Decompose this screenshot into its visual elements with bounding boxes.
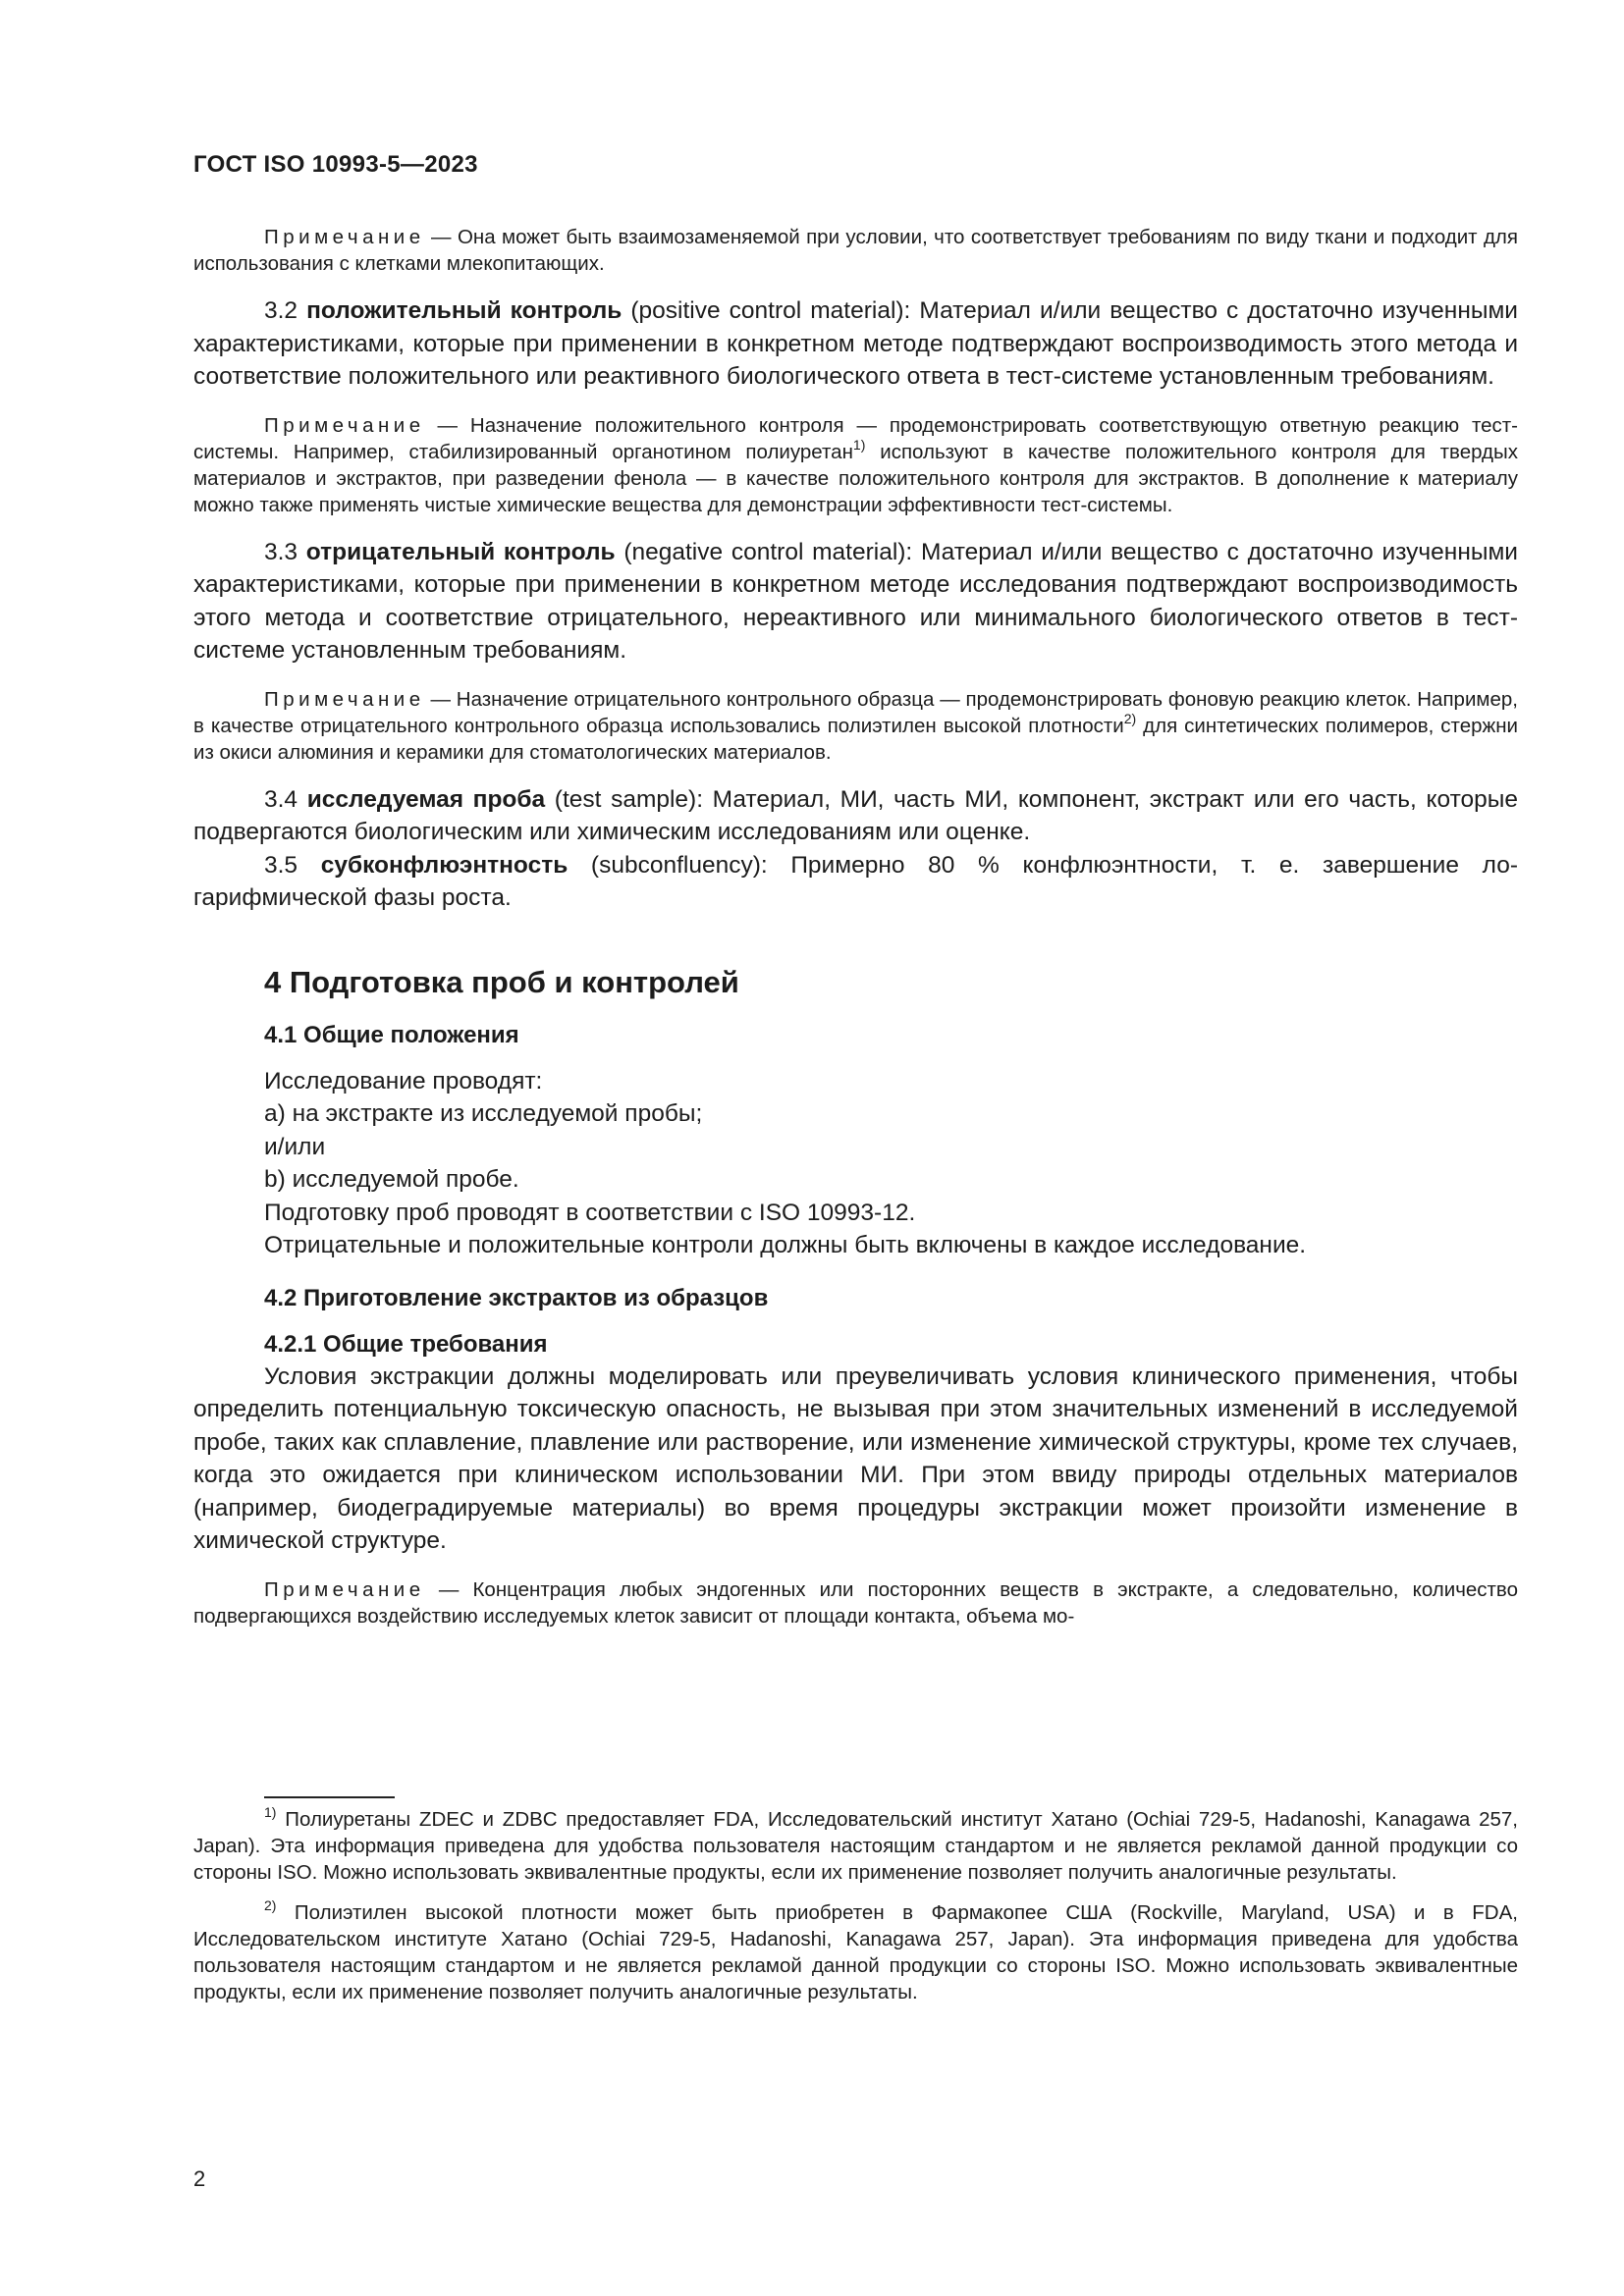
document-header: ГОСТ ISO 10993-5—2023 bbox=[193, 151, 478, 178]
note-label: Примечание bbox=[264, 687, 425, 711]
term-3-3 bbox=[193, 536, 1518, 667]
term-name: исследуемая проба bbox=[306, 785, 546, 813]
section-4-2-1-paragraph: Условия экстракции должны моделировать или преувеличивать условия клинического применения, чтобы определить потенциальную токсическую опасность, не вызывая при этом значительных изменений в исследуемой пробе, таких как сплавление, плавление или растворение, или изменение химической структуры, кроме тех случаев, когда это ожидается при клиническом использовании МИ. При этом ввиду природы отдельных материалов (например, биодеградируемые материалы) во время процедуры экстракции может произойти изменение в химической структуре. bbox=[193, 1362, 1518, 1554]
main-content bbox=[193, 224, 1518, 1647]
note-4-2-1 bbox=[193, 1576, 1518, 1629]
note-text: — Назначение отрицательного контрольного образца — продемонстрировать фоновую реакцию клеток. Например, в качестве отрицательного контрольного образца использовались полиэтилен высокой плотности bbox=[193, 687, 1518, 737]
term-definition: (test sample): Материал, МИ, часть МИ, компонент, экстракт или его часть, которые подвергаются биологическим или химическим исследованиям или оценке. bbox=[193, 785, 1518, 845]
footnote-mark: 2) bbox=[264, 1897, 277, 1913]
footnote-ref-2: 2) bbox=[1123, 710, 1137, 726]
footnote-text: Полиуретаны ZDEC и ZDBC предоставляет FDA, Исследовательский институт Хатано (Ochiai 729-5, Hadanoshi, Kanagawa 257, Japan). Эта информация приведена для удобства пользователя настоящим стандартом и не является рекламой данной продукции со стороны ISO. Можно использовать эквивалентные продукты, если их применение позволяет получить аналогичные результаты. bbox=[193, 1808, 1518, 1884]
section-4-heading: 4 Подготовка проб и контролей bbox=[264, 964, 739, 999]
term-3-4 bbox=[193, 783, 1518, 849]
note-label: Примечание bbox=[264, 413, 425, 437]
term-number: 3.3 bbox=[264, 538, 306, 565]
footnote-ref-1: 1) bbox=[852, 436, 866, 453]
note-text: — Назначение положительного контроля — продемонстрировать соответствующую ответную реакцию тест-системы. Например, стабилизированный органотином полиуретан bbox=[193, 413, 1518, 463]
term-3-5 bbox=[193, 849, 1518, 915]
footnote-divider bbox=[264, 1796, 395, 1798]
term-name: положительный контроль bbox=[306, 297, 623, 324]
note-text-cont: используют в качестве положительного контроля для твердых материалов и экстрактов, при разведении фенола — в качестве положительного контроля для экстрактов. В дополнение к материалу можно также применять чистые химические вещества для демонстрации эффективности тест-системы. bbox=[193, 440, 1518, 516]
footnote-1 bbox=[193, 1806, 1518, 1886]
page-number: 2 bbox=[193, 2166, 206, 2191]
note-3-3 bbox=[193, 686, 1518, 766]
section-4-1-line: a) на экстракте из исследуемой пробы; bbox=[264, 1100, 703, 1127]
note-paragraph bbox=[193, 224, 1518, 277]
term-number: 3.2 bbox=[264, 297, 307, 324]
footnote-2 bbox=[193, 1899, 1518, 2005]
note-label: Примечание bbox=[264, 226, 425, 248]
section-4-2-heading: 4.2 Приготовление экстрактов из образцов bbox=[264, 1284, 769, 1311]
section-4-1-line: Подготовку проб проводят в соответствии с ISO 10993-12. bbox=[264, 1199, 916, 1226]
section-4-1-line: b) исследуемой пробе. bbox=[264, 1166, 519, 1193]
term-number: 3.4 bbox=[264, 785, 307, 813]
note-label: Примечание bbox=[264, 1577, 425, 1601]
term-number: 3.5 bbox=[264, 851, 321, 879]
section-4-1-line: и/или bbox=[264, 1133, 326, 1160]
section-4-1-line: Исследование проводят: bbox=[264, 1067, 543, 1095]
term-name: отрицательный контроль bbox=[305, 538, 616, 565]
note-text: — Концентрация любых эндогенных или посторонних веществ в экстракте, а следовательно, количество подвергающихся воздействию исследуемых клеток зависит от площади контакта, объема мо- bbox=[193, 1577, 1518, 1628]
section-4-1-line: Отрицательные и положительные контроли должны быть включены в каждое исследование. bbox=[264, 1232, 1307, 1258]
section-4-1-heading: 4.1 Общие положения bbox=[264, 1021, 519, 1048]
term-definition: (subconfluency): Примерно 80 % конфлюэнтности, т. е. завершение логарифмической фазы роста. bbox=[193, 851, 1518, 911]
footnote-text: Полиэтилен высокой плотности может быть приобретен в Фармакопее США (Rockville, Maryland, USA) и в FDA, Исследовательском институте Хатано (Ochiai 729-5, Hadanoshi, Kanagawa 257, Japan). Эта информация приведена для удобства пользователя настоящим стандартом и не является рекламой данной продукции со стороны ISO. Можно использовать эквивалентные продукты, если их применение позволяет получить аналогичные результаты. bbox=[193, 1901, 1518, 2003]
note-text-cont: для синтетических полимеров, стержни из окиси алюминия и керамики для стоматологических материалов. bbox=[193, 714, 1518, 764]
term-definition: (positive control material): Материал и/или вещество с достаточно изученными характеристиками, которые при применении в конкретном методе подтверждают воспроизводимость этого метода и соответствие положительного или реактивного биологического ответа в тест-системе установленным требованиям. bbox=[193, 297, 1518, 390]
term-name: субконфлюэнтность bbox=[320, 851, 568, 879]
term-3-2 bbox=[193, 294, 1518, 394]
footnotes bbox=[193, 1806, 1518, 2019]
term-definition: (negative control material): Материал и/или вещество с достаточно изученными характеристиками, которые при применении в конкретном методе исследования подтверждают воспроизводимость этого метода и соответствие отрицательного, нереактивного или минимального биологического ответов в тест-системе установленным требованиям. bbox=[193, 538, 1518, 664]
note-text: — Она может быть взаимозаменяемой при условии, что соответствует требованиям по виду ткани и подходит для использования с клетками млекопитающих. bbox=[193, 226, 1518, 275]
section-4-2-1-heading: 4.2.1 Общие требования bbox=[264, 1330, 548, 1358]
note-3-2 bbox=[193, 412, 1518, 518]
footnote-mark: 1) bbox=[264, 1804, 277, 1820]
